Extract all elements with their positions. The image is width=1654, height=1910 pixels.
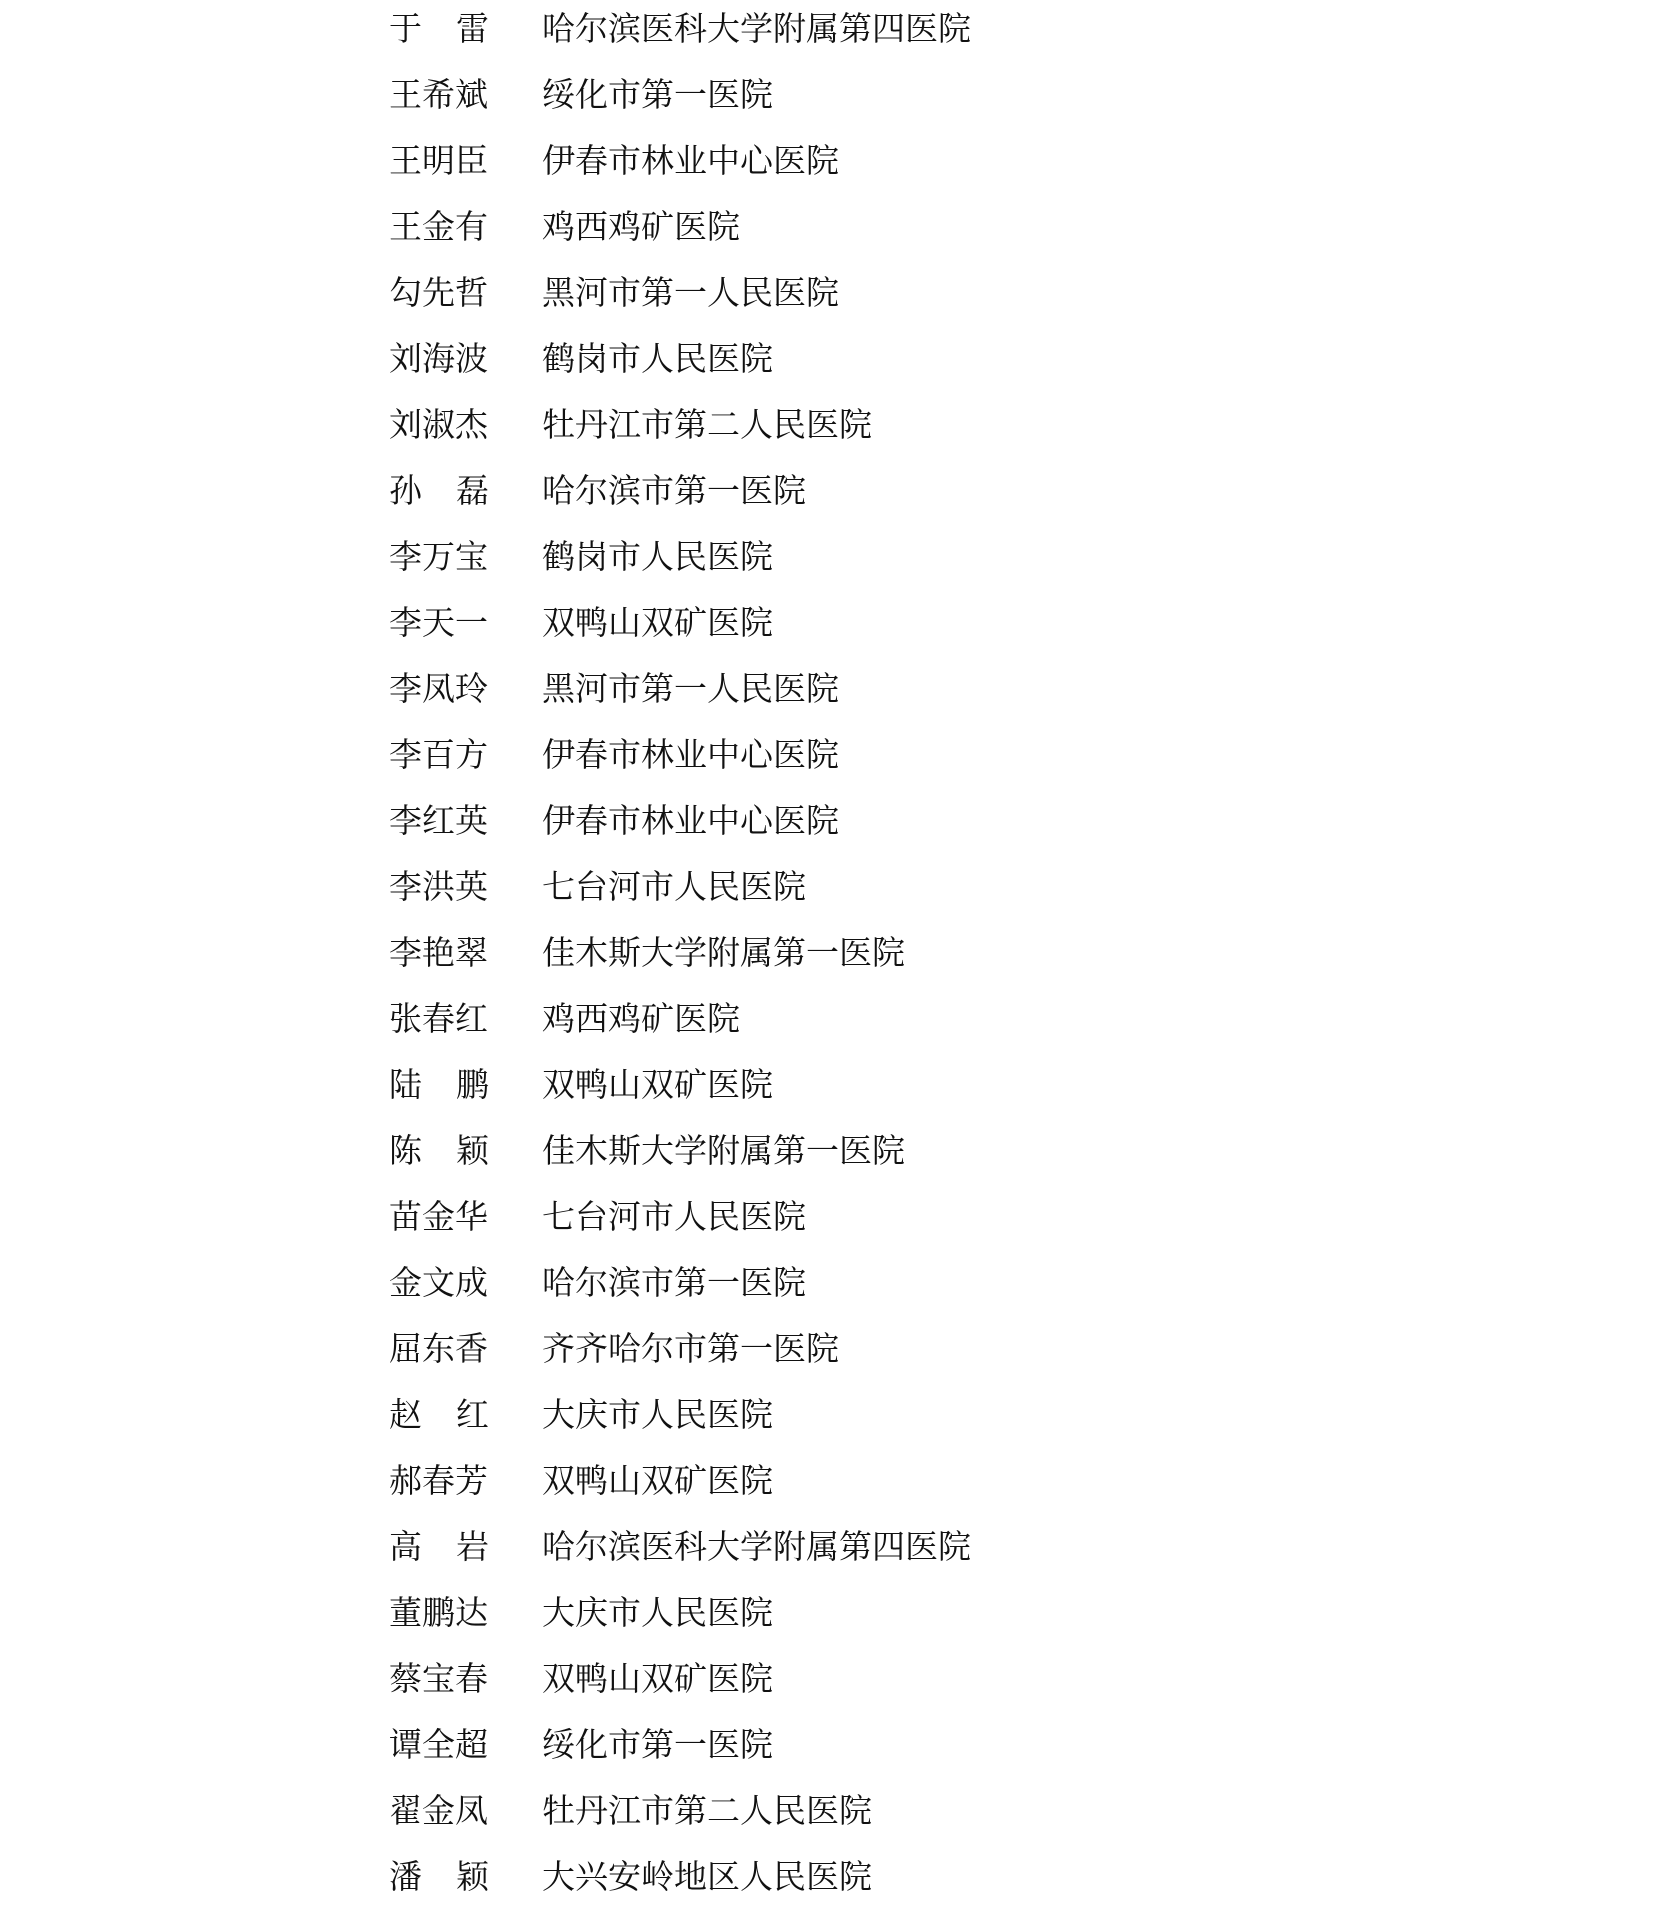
- list-item: [0, 458, 1654, 524]
- person-name: 王希斌: [389, 75, 488, 114]
- person-name: 高 岩: [389, 1527, 489, 1566]
- list-item: [0, 1514, 1654, 1580]
- list-item: [0, 986, 1654, 1052]
- list-item: [0, 590, 1654, 656]
- list-item: [0, 1646, 1654, 1712]
- hospital-name: 鸡西鸡矿医院: [542, 207, 740, 246]
- list-item: [0, 260, 1654, 326]
- person-name: 勾先哲: [389, 273, 488, 312]
- person-name: 郝春芳: [389, 1461, 488, 1500]
- person-name: 董鹏达: [389, 1593, 488, 1632]
- list-item: [0, 62, 1654, 128]
- hospital-name: 双鸭山双矿医院: [542, 1659, 773, 1698]
- hospital-name: 哈尔滨市第一医院: [542, 1263, 806, 1302]
- list-item: [0, 722, 1654, 788]
- hospital-name: 伊春市林业中心医院: [542, 801, 839, 840]
- list-item: [0, 1448, 1654, 1514]
- hospital-name: 七台河市人民医院: [542, 1197, 806, 1236]
- person-name: 李百方: [389, 735, 488, 774]
- person-name: 刘海波: [389, 339, 488, 378]
- hospital-name: 伊春市林业中心医院: [542, 735, 839, 774]
- person-name: 于 雷: [389, 9, 489, 48]
- person-name: 陆 鹏: [389, 1065, 489, 1104]
- person-name: 谭全超: [389, 1725, 488, 1764]
- person-name: 蔡宝春: [389, 1659, 488, 1698]
- person-name: 李万宝: [389, 537, 488, 576]
- person-name: 王金有: [389, 207, 488, 246]
- list-item: [0, 0, 1654, 62]
- list-item: [0, 1118, 1654, 1184]
- list-item: [0, 128, 1654, 194]
- person-name: 陈 颖: [389, 1131, 489, 1170]
- list-item: [0, 920, 1654, 986]
- hospital-name: 双鸭山双矿医院: [542, 603, 773, 642]
- list-item: [0, 326, 1654, 392]
- list-item: [0, 194, 1654, 260]
- person-name: 李红英: [389, 801, 488, 840]
- hospital-name: 双鸭山双矿医院: [542, 1065, 773, 1104]
- hospital-name: 绥化市第一医院: [542, 75, 773, 114]
- hospital-name: 哈尔滨市第一医院: [542, 471, 806, 510]
- hospital-name: 伊春市林业中心医院: [542, 141, 839, 180]
- hospital-name: 绥化市第一医院: [542, 1725, 773, 1764]
- hospital-name: 牡丹江市第二人民医院: [542, 1791, 872, 1830]
- person-name: 潘 颖: [389, 1857, 489, 1896]
- hospital-name: 七台河市人民医院: [542, 867, 806, 906]
- person-name: 赵 红: [389, 1395, 489, 1434]
- hospital-name: 鸡西鸡矿医院: [542, 999, 740, 1038]
- list-item: [0, 1778, 1654, 1844]
- person-name: 李艳翠: [389, 933, 488, 972]
- person-name: 李天一: [389, 603, 488, 642]
- hospital-name: 哈尔滨医科大学附属第四医院: [542, 1527, 971, 1566]
- hospital-name: 黑河市第一人民医院: [542, 273, 839, 312]
- list-item: [0, 1250, 1654, 1316]
- list-item: [0, 1184, 1654, 1250]
- hospital-name: 黑河市第一人民医院: [542, 669, 839, 708]
- person-name: 王明臣: [389, 141, 488, 180]
- person-name: 屈东香: [389, 1329, 488, 1368]
- list-item: [0, 1712, 1654, 1778]
- list-item: [0, 392, 1654, 458]
- list-item: [0, 788, 1654, 854]
- hospital-name: 牡丹江市第二人民医院: [542, 405, 872, 444]
- hospital-name: 大兴安岭地区人民医院: [542, 1857, 872, 1896]
- list-item: [0, 1844, 1654, 1910]
- hospital-name: 大庆市人民医院: [542, 1395, 773, 1434]
- hospital-name: 鹤岗市人民医院: [542, 537, 773, 576]
- list-item: [0, 1316, 1654, 1382]
- list-item: [0, 524, 1654, 590]
- person-name: 金文成: [389, 1263, 488, 1302]
- hospital-name: 双鸭山双矿医院: [542, 1461, 773, 1500]
- person-name: 刘淑杰: [389, 405, 488, 444]
- list-item: [0, 1052, 1654, 1118]
- list-item: [0, 656, 1654, 722]
- hospital-name: 佳木斯大学附属第一医院: [542, 1131, 905, 1170]
- hospital-name: 齐齐哈尔市第一医院: [542, 1329, 839, 1368]
- hospital-name: 鹤岗市人民医院: [542, 339, 773, 378]
- hospital-name: 佳木斯大学附属第一医院: [542, 933, 905, 972]
- person-name: 翟金凤: [389, 1791, 488, 1830]
- person-name: 苗金华: [389, 1197, 488, 1236]
- hospital-name: 哈尔滨医科大学附属第四医院: [542, 9, 971, 48]
- person-name: 李洪英: [389, 867, 488, 906]
- person-name: 张春红: [389, 999, 488, 1038]
- list-item: [0, 1382, 1654, 1448]
- list-item: [0, 854, 1654, 920]
- person-name: 李凤玲: [389, 669, 488, 708]
- list-item: [0, 1580, 1654, 1646]
- person-name: 孙 磊: [389, 471, 489, 510]
- hospital-name: 大庆市人民医院: [542, 1593, 773, 1632]
